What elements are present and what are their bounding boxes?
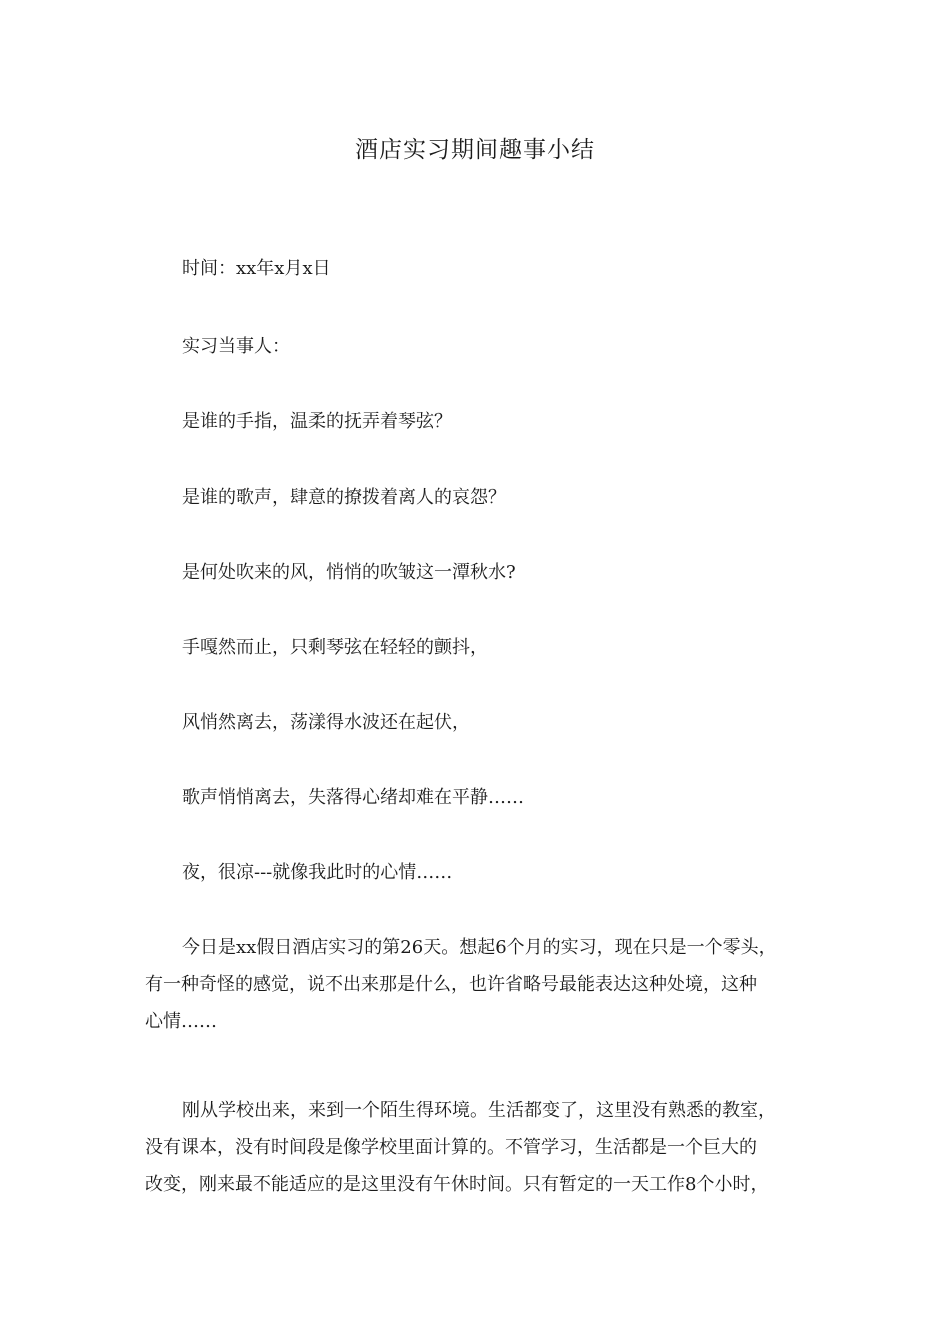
paragraph-2-line-3: 改变，刚来最不能适应的是这里没有午休时间。只有暂定的一天工作8个小时， bbox=[145, 1174, 769, 1195]
poem-line-2: 是谁的歌声，肆意的撩拨着离人的哀怨？ bbox=[182, 487, 506, 508]
date-line: 时间：xx年x月x日 bbox=[182, 258, 331, 279]
paragraph-1-line-2: 有一种奇怪的感觉，说不出来那是什么，也许省略号最能表达这种处境，这种 bbox=[145, 974, 757, 995]
poem-line-3: 是何处吹来的风，悄悄的吹皱这一潭秋水? bbox=[182, 562, 516, 583]
poem-line-7: 夜，很凉---就像我此时的心情…… bbox=[182, 862, 453, 883]
paragraph-1 bbox=[145, 929, 845, 1040]
paragraph-2-line-2: 没有课本，没有时间段是像学校里面计算的。不管学习，生活都是一个巨大的 bbox=[145, 1137, 757, 1158]
paragraph-2-line-1: 刚从学校出来，来到一个陌生得环境。生活都变了，这里没有熟悉的教室， bbox=[182, 1100, 776, 1121]
poem-line-4: 手嘎然而止，只剩琴弦在轻轻的颤抖， bbox=[182, 637, 488, 658]
paragraph-1-line-3: 心情…… bbox=[145, 1011, 217, 1032]
poem-line-1: 是谁的手指，温柔的抚弄着琴弦？ bbox=[182, 411, 452, 432]
paragraph-1-line-1: 今日是xx假日酒店实习的第26天。想起6个月的实习，现在只是一个零头， bbox=[182, 937, 777, 958]
poem-line-6: 歌声悄悄离去，失落得心绪却难在平静…… bbox=[182, 787, 524, 808]
document-title: 酒店实习期间趣事小结 bbox=[355, 137, 595, 163]
poem-line-5: 风悄然离去，荡漾得水波还在起伏， bbox=[182, 712, 470, 733]
paragraph-2 bbox=[145, 1092, 845, 1203]
participant-line: 实习当事人： bbox=[182, 336, 290, 357]
